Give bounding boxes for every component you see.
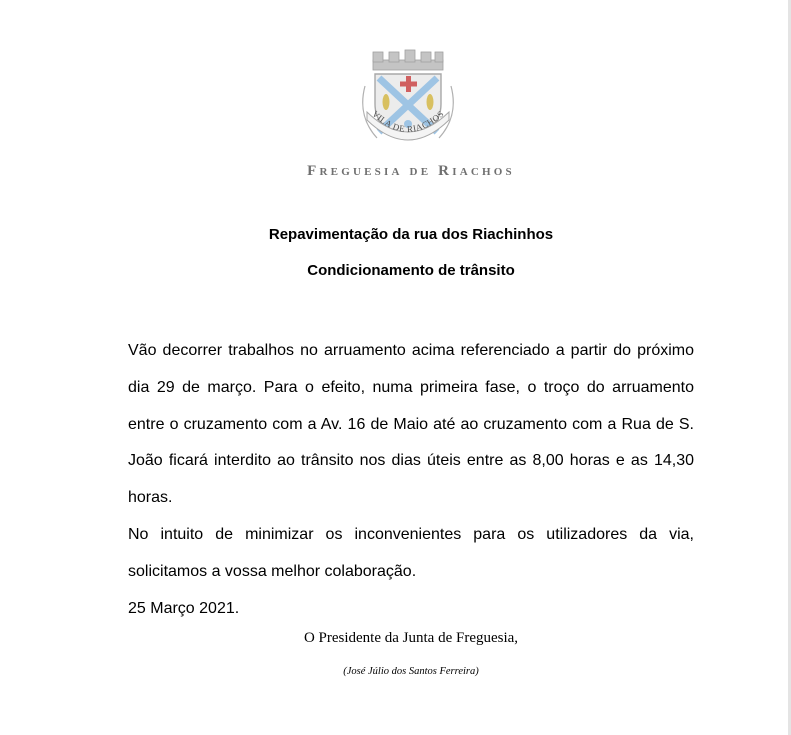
body-paragraph-2: No intuito de minimizar os inconvenientes para os utilizadores da via, solicitamos a vossa melhor colaboração.: [128, 525, 694, 580]
coat-of-arms-logo: [353, 46, 463, 158]
signatory-name: (José Júlio dos Santos Ferreira): [343, 666, 479, 677]
svg-text:VILA DE RIACHOS: VILA DE RIACHOS: [370, 108, 446, 135]
organization-name: Freguesia de Riachos: [307, 163, 515, 179]
notice-body: [128, 333, 694, 627]
notice-title: Repavimentação da rua dos Riachinhos: [268, 226, 554, 243]
signatory-title: O Presidente da Junta de Freguesia,: [303, 630, 519, 646]
body-paragraph-1: Vão decorrer trabalhos no arruamento acima referenciado a partir do próximo dia 29 de março. Para o efeito, numa primeira fase, o troço do arruamento entre o cruzamento com a Av. 16 de Maio até ao cruzamento com a Rua de S. João ficará interdito ao trânsito nos dias úteis entre as 8,00 horas e as 14,30 horas.: [128, 342, 694, 507]
notice-subtitle: Condicionamento de trânsito: [307, 262, 515, 279]
notice-date: 25 Março 2021.: [128, 599, 240, 617]
